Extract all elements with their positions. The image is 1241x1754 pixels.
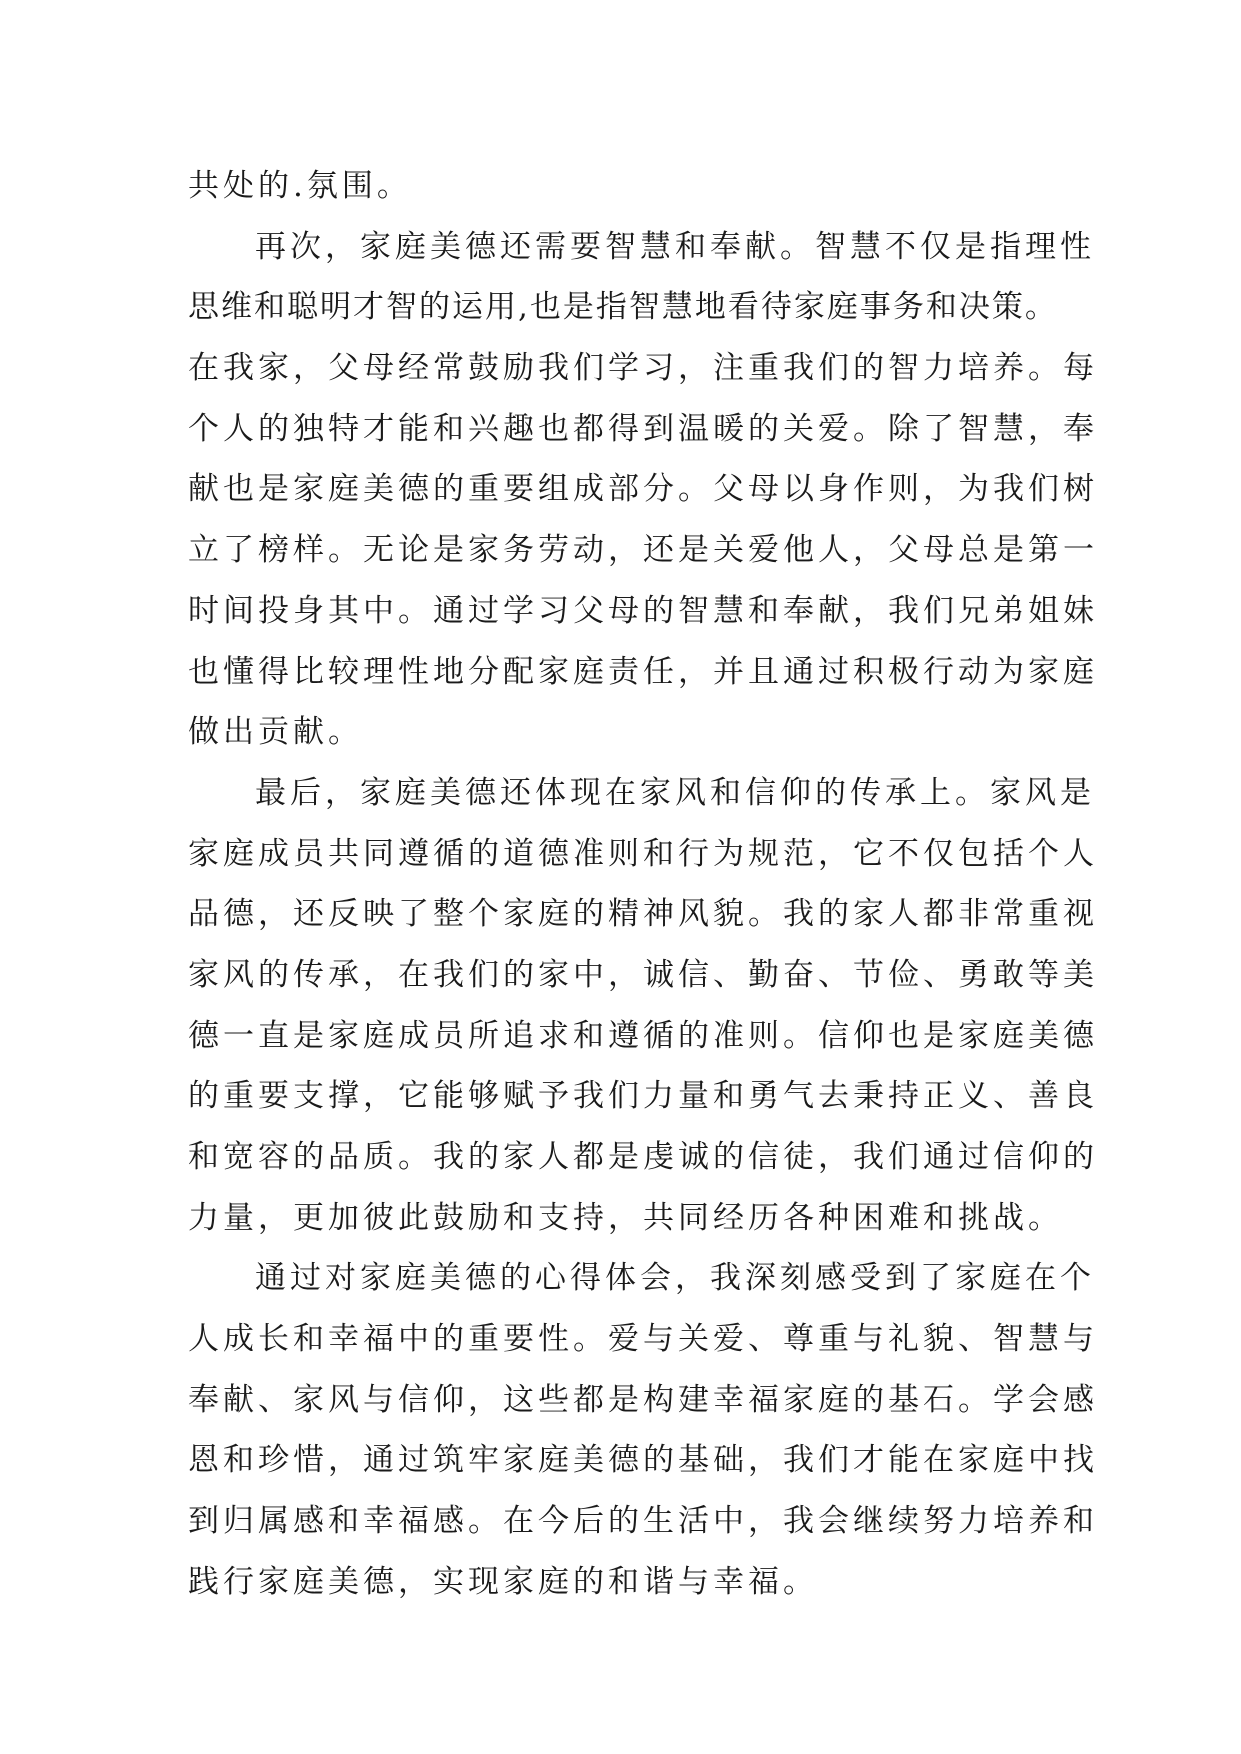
paragraph-first-line: 通过对家庭美德的心得体会，我深刻感受到了家庭在个 — [255, 1260, 1095, 1297]
text-line: 品德，还反映了整个家庭的精神风貌。我的家人都非常重视 — [188, 896, 1098, 933]
text-line: 在我家，父母经常鼓励我们学习，注重我们的智力培养。每 — [188, 350, 1098, 387]
text-line: 时间投身其中。通过学习父母的智慧和奉献，我们兄弟姐妹 — [188, 592, 1098, 629]
text-line: 思维和聪明才智的运用,也是指智慧地看待家庭事务和决策。 — [188, 289, 1058, 326]
text-line: 家庭成员共同遵循的道德准则和行为规范，它不仅包括个人 — [188, 835, 1098, 872]
text-line: 家风的传承，在我们的家中，诚信、勤奋、节俭、勇敢等美 — [188, 956, 1098, 993]
text-line: 做出贡献。 — [188, 714, 363, 751]
text-line: 到归属感和幸福感。在今后的生活中，我会继续努力培养和 — [188, 1503, 1098, 1540]
text-line: 共处的.氛围。 — [188, 168, 412, 204]
text-line: 德一直是家庭成员所追求和遵循的准则。信仰也是家庭美德 — [188, 1017, 1098, 1054]
text-line: 人成长和幸福中的重要性。爱与关爱、尊重与礼貌、智慧与 — [188, 1321, 1098, 1358]
text-line: 立了榜样。无论是家务劳动，还是关爱他人，父母总是第一 — [188, 532, 1098, 569]
text-line: 也懂得比较理性地分配家庭责任，并且通过积极行动为家庭 — [188, 653, 1098, 690]
text-line: 奉献、家风与信仰，这些都是构建幸福家庭的基石。学会感 — [188, 1381, 1098, 1418]
text-line: 践行家庭美德，实现家庭的和谐与幸福。 — [188, 1563, 818, 1600]
document-body — [188, 156, 1098, 1613]
text-line: 恩和珍惜，通过筑牢家庭美德的基础，我们才能在家庭中找 — [188, 1442, 1098, 1479]
text-line: 个人的独特才能和兴趣也都得到温暖的关爱。除了智慧，奉 — [188, 410, 1098, 447]
text-line: 和宽容的品质。我的家人都是虔诚的信徒，我们通过信仰的 — [188, 1139, 1098, 1175]
text-line: 的重要支撑，它能够赋予我们力量和勇气去秉持正义、善良 — [188, 1078, 1098, 1115]
paragraph-first-line: 最后，家庭美德还体现在家风和信仰的传承上。家风是 — [255, 774, 1095, 811]
text-line: 献也是家庭美德的重要组成部分。父母以身作则，为我们树 — [188, 471, 1098, 508]
text-line: 力量，更加彼此鼓励和支持，共同经历各种困难和挑战。 — [188, 1199, 1063, 1236]
paragraph-first-line: 再次，家庭美德还需要智慧和奉献。智慧不仅是指理性 — [255, 228, 1095, 265]
